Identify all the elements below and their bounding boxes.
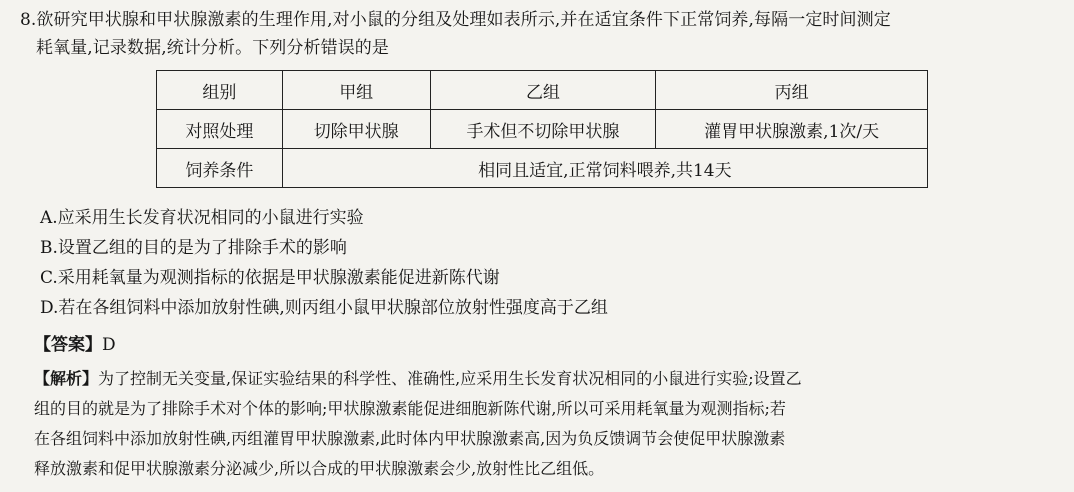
- header-cell-yi: 乙组: [430, 71, 656, 110]
- option-c: C.采用耗氧量为观测指标的依据是甲状腺激素能促进新陈代谢: [40, 268, 500, 288]
- analysis-line-4: 释放激素和促甲状腺激素分泌减少,所以合成的甲状腺激素会少,放射性比乙组低。: [34, 459, 605, 478]
- header-cell-bing: 丙组: [656, 71, 928, 110]
- cell-feeding-label: 饲养条件: [157, 149, 283, 188]
- analysis-section: [34, 364, 1044, 484]
- cell-treatment-bing: 灌胃甲状腺激素,1次/天: [656, 110, 928, 149]
- table-header-row: [157, 71, 928, 110]
- analysis-line-2: 组的目的就是为了排除手术对个体的影响;甲状腺激素能促进细胞新陈代谢,所以可采用耗氧量为观测指标;若: [34, 399, 786, 418]
- answer-value: D: [102, 335, 116, 355]
- analysis-line-1: [34, 364, 1044, 394]
- header-cell-jia: 甲组: [282, 71, 430, 110]
- header-cell-group: 组别: [157, 71, 283, 110]
- stem-line-2: 耗氧量,记录数据,统计分析。下列分析错误的是: [36, 38, 390, 58]
- analysis-label: 【解析】: [34, 369, 99, 388]
- cell-feeding-value: 相同且适宜,正常饲料喂养,共14天: [282, 149, 927, 188]
- option-a: A.应采用生长发育状况相同的小鼠进行实验: [40, 208, 364, 228]
- table-row-treatment: [157, 110, 928, 149]
- analysis-text-1: 为了控制无关变量,保证实验结果的科学性、准确性,应采用生长发育状况相同的小鼠进行实验;设置乙: [98, 369, 802, 388]
- cell-treatment-jia: 切除甲状腺: [282, 110, 430, 149]
- answer-options: [40, 203, 608, 323]
- answer-label: 【答案】: [34, 335, 102, 355]
- answer-section: [34, 331, 116, 359]
- cell-treatment-yi: 手术但不切除甲状腺: [430, 110, 656, 149]
- option-d: D.若在各组饲料中添加放射性碘,则丙组小鼠甲状腺部位放射性强度高于乙组: [40, 298, 608, 318]
- stem-line-1: 8.欲研究甲状腺和甲状腺激素的生理作用,对小鼠的分组及处理如表所示,并在适宜条件下正常饲养,每隔一定时间测定: [20, 10, 891, 30]
- analysis-line-3: 在各组饲料中添加放射性碘,丙组灌胃甲状腺激素,此时体内甲状腺激素高,因为负反馈调节会使促甲状腺激素: [34, 429, 786, 448]
- cell-treatment-label: 对照处理: [157, 110, 283, 149]
- table-row-feeding: [157, 149, 928, 188]
- question-stem: [20, 6, 1060, 62]
- option-b: B.设置乙组的目的是为了排除手术的影响: [40, 238, 347, 258]
- experiment-table: [156, 70, 928, 188]
